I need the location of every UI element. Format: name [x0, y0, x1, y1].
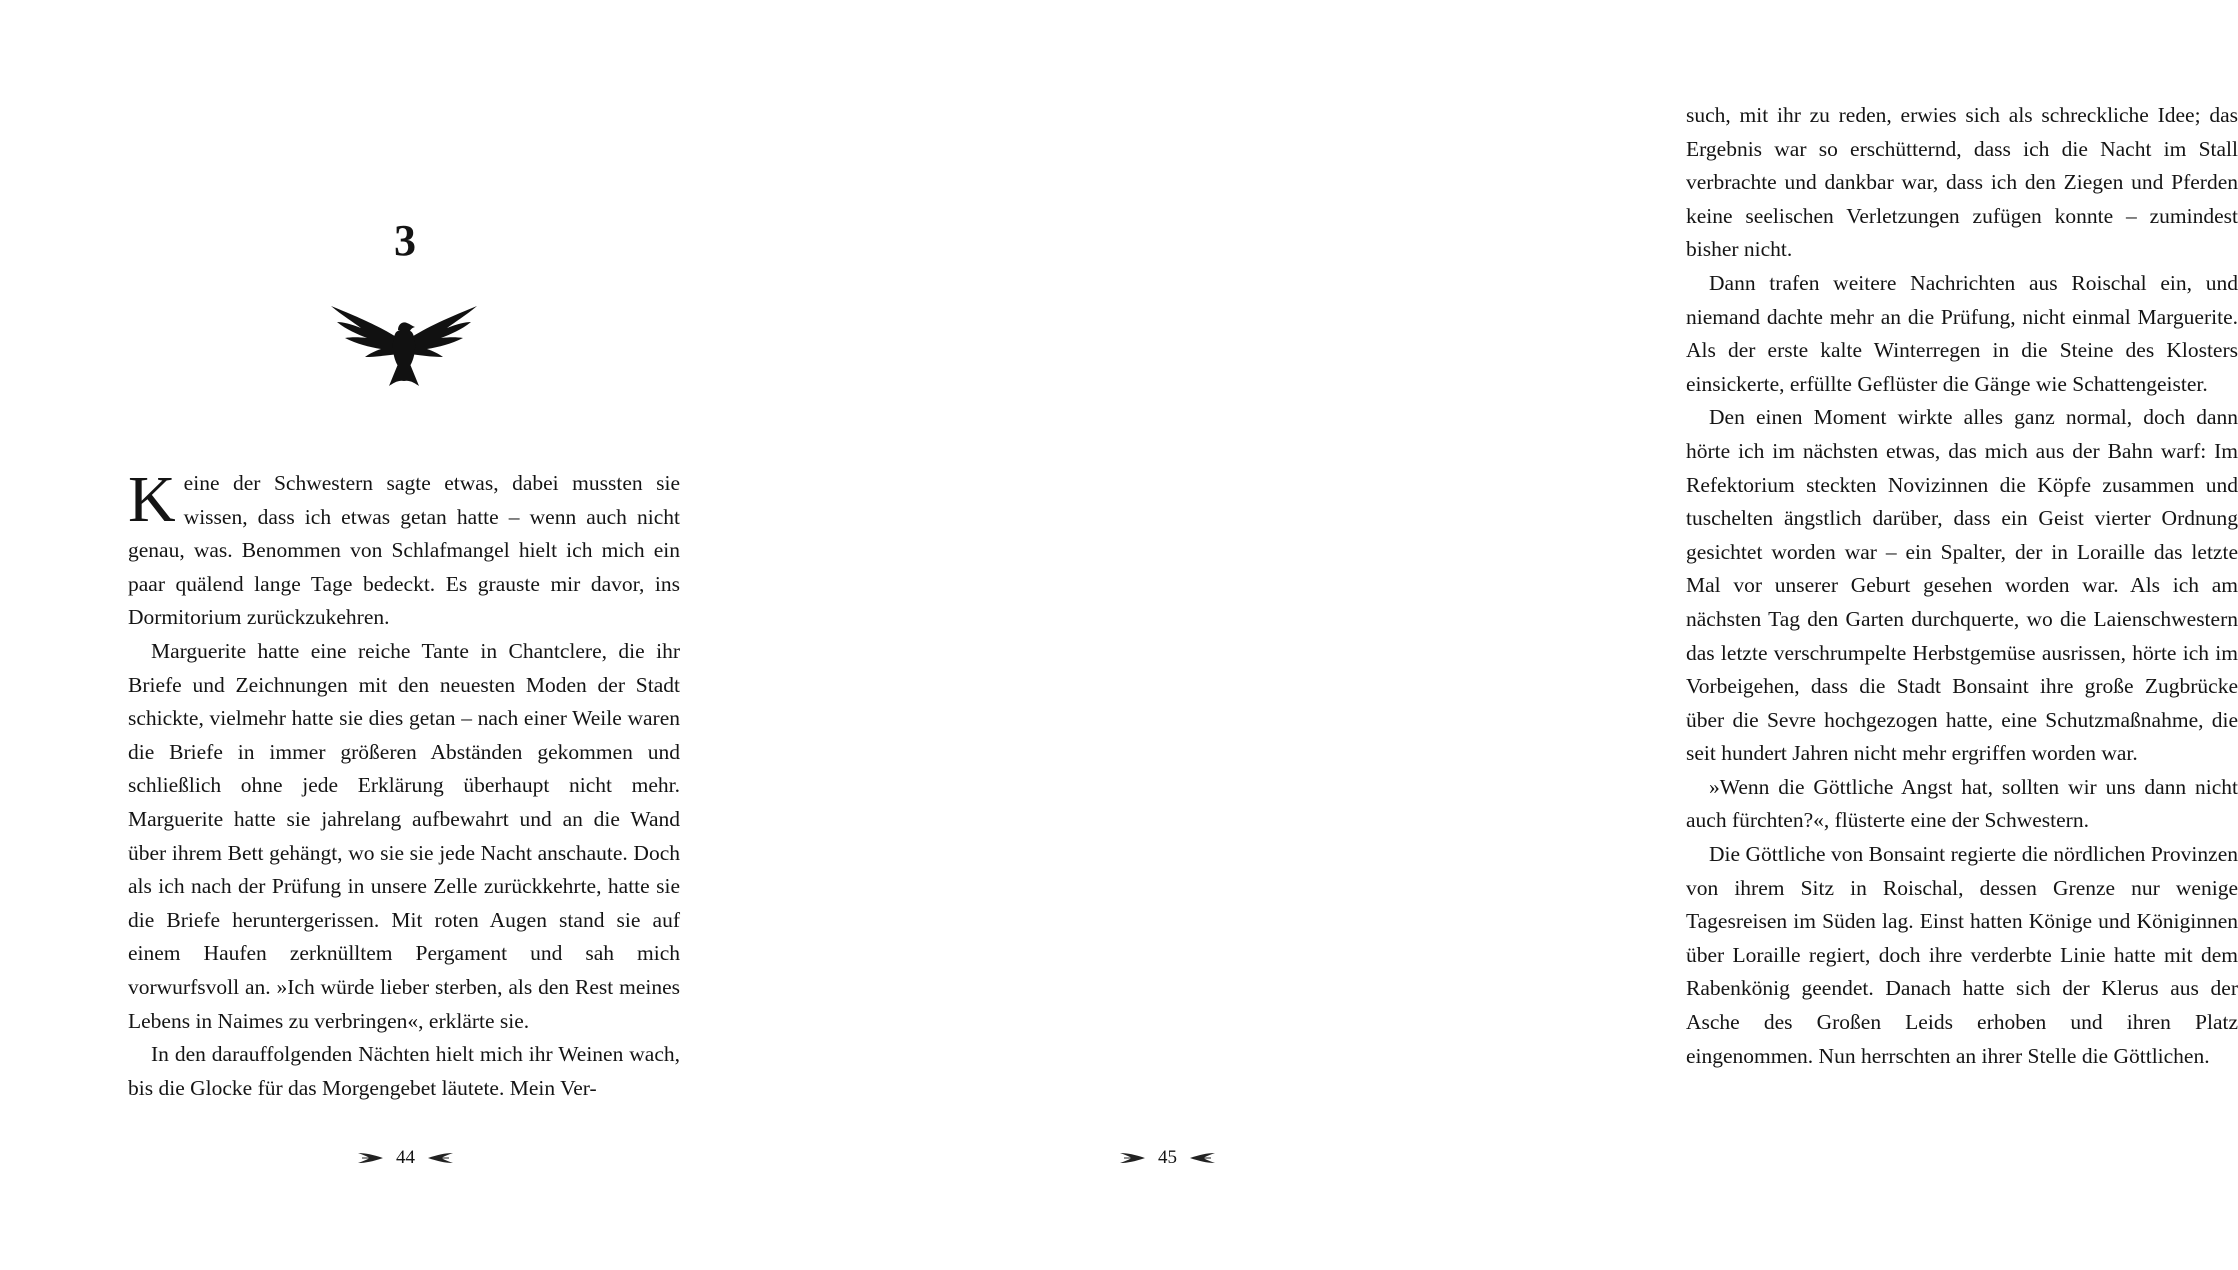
- right-page: [797, 0, 2238, 1270]
- folio-swash-ornament-icon: [1187, 1150, 1217, 1166]
- paragraph: Marguerite hatte eine reiche Tante in Chantclere, die ihr Briefe und Zeichnungen mit den neuesten Moden der Stadt schickte, vielmehr hatte sie dies getan – nach einer Weile waren die Briefe in immer größeren Abständen gekommen und schließlich ohne jede Erklärung überhaupt nicht mehr. Marguerite hatte sie jahrelang aufbewahrt und an die Wand über ihrem Bett gehängt, wo sie sie jede Nacht anschaute. Doch als ich nach der Prüfung in unsere Zelle zurückkehrte, hatte sie die Briefe heruntergerissen. Mit roten Augen stand sie auf einem Haufen zerknülltem Pergament und sah mich vorwurfsvoll an. »Ich würde lieber sterben, als den Rest meines Lebens in Naimes zu verbringen«, erklärte sie.: [128, 638, 680, 1033]
- page-footer: [356, 1145, 455, 1171]
- right-page-text: [1686, 99, 2238, 1073]
- page-footer: [1118, 1145, 1217, 1171]
- page-number: 44: [396, 1147, 415, 1168]
- folio-swash-ornament-icon: [356, 1150, 386, 1166]
- paragraph: Dann trafen weitere Nachrichten aus Roischal ein, und niemand dachte mehr an die Prüfung, nicht einmal Marguerite. Als der erste kalte Winterregen in die Steine des Klosters einsickerte, erfüllte Geflüster die Gänge wie Schattengeister.: [1686, 270, 2238, 396]
- page-number: 45: [1158, 1147, 1177, 1168]
- paragraph: »Wenn die Göttliche Angst hat, sollten wir uns dann nicht auch fürchten?«, flüsterte eine der Schwestern.: [1686, 774, 2238, 833]
- paragraph: Den einen Moment wirkte alles ganz normal, doch dann hörte ich im nächsten etwas, das mich aus der Bahn warf: Im Refektorium steckten Novizinnen die Köpfe zusammen und tuschelten ängstlich darüber, dass ein Geist vierter Ordnung gesichtet worden war – ein Spalter, der in Loraille das letzte Mal vor unserer Geburt gesehen worden war. Als ich am nächsten Tag den Garten durchquerte, wo die Laienschwestern das letzte verschrumpelte Herbstgemüse ausrissen, hörte ich im Vorbeigehen, dass die Stadt Bonsaint ihre große Zugbrücke über die Sevre hochgezogen hatte, eine Schutzmaßnahme, die seit hundert Jahren nicht mehr ergriffen worden war.: [1686, 405, 2238, 766]
- paragraph-text: eine der Schwestern sagte etwas, dabei mussten sie wissen, dass ich etwas getan hatte – wenn auch nicht genau, was. Benommen von Schlafmangel hielt ich mich ein paar quälend lange Tage bedeckt. Es grauste mir davor, ins Dormitorium zurückzukehren.: [128, 471, 680, 630]
- drop-cap: K: [128, 463, 176, 536]
- chapter-number: 3: [394, 216, 416, 265]
- raven-emblem-icon: [331, 300, 477, 390]
- folio-swash-ornament-icon: [1118, 1150, 1148, 1166]
- paragraph: In den darauffolgenden Nächten hielt mich ihr Weinen wach, bis die Glocke für das Morgengebet läutete. Mein Ver-: [128, 1042, 680, 1100]
- paragraph: such, mit ihr zu reden, erwies sich als schreckliche Idee; das Ergebnis war so erschütternd, dass ich die Nacht im Stall verbrachte und dankbar war, dass ich den Ziegen und Pferden keine seelischen Verletzungen zufügen konnte – zumindest bisher nicht.: [1686, 103, 2238, 262]
- left-page: [0, 0, 797, 1270]
- left-page-text: [128, 463, 680, 1105]
- paragraph: [128, 463, 680, 635]
- folio-swash-ornament-icon: [425, 1150, 455, 1166]
- paragraph: Die Göttliche von Bonsaint regierte die nördlichen Provinzen von ihrem Sitz in Roischal, dessen Grenze nur wenige Tagesreisen im Süden lag. Einst hatten Könige und Königinnen über Loraille regiert, doch ihre verderbte Linie hatte mit dem Rabenkönig geendet. Danach hatte sich der Klerus aus der Asche des Großen Leids erhoben und ihren Platz eingenommen. Nun herrschten an ihrer Stelle die Göttlichen.: [1686, 842, 2238, 1068]
